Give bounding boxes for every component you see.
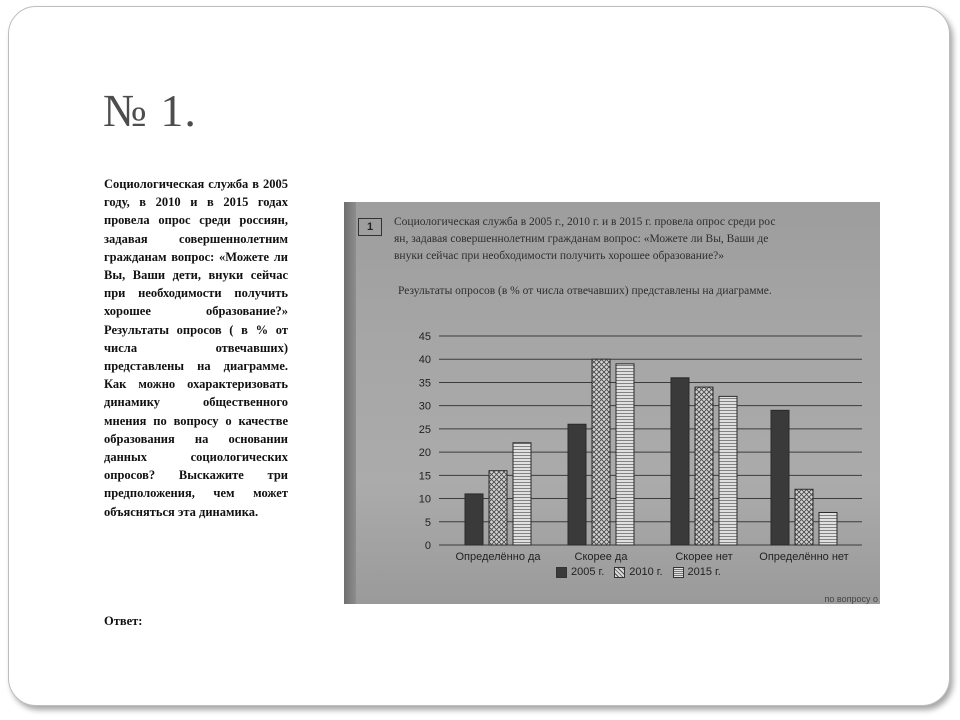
x-category-label: Скорее нет — [675, 551, 733, 563]
bar-1-2 — [568, 424, 586, 545]
bar-chart — [344, 202, 880, 604]
bar-3-1 — [513, 443, 531, 545]
bar-1-1 — [465, 494, 483, 545]
y-tick-label: 25 — [418, 423, 431, 436]
legend-swatch-2010 — [614, 567, 625, 578]
x-category-label: Определённо нет — [759, 551, 849, 563]
y-tick-label: 20 — [418, 447, 431, 460]
photo-question-line: Социологическая служба в 2005 г., 2010 г. и в 2015 г. провела опрос среди рос — [394, 216, 776, 228]
bar-3-3 — [719, 396, 737, 545]
bar-1-3 — [671, 378, 689, 545]
legend-item-2010 — [614, 566, 662, 578]
bar-2-1 — [489, 471, 507, 545]
y-tick-label: 5 — [424, 516, 431, 529]
x-category-label: Определённо да — [455, 551, 541, 563]
y-tick-label: 10 — [418, 493, 431, 506]
bar-2-2 — [592, 359, 610, 545]
y-tick-label: 35 — [418, 377, 431, 390]
question-text: Социологическая служба в 2005 году, в 2010 и в 2015 годах провела опрос среди россиян, задавая совершеннолетним гражданам вопрос: «Можете ли Вы, Ваши дети, внуки сейчас при необходимости получить хорошее образование?» Результаты опросов ( в % от числа отвечавших) представлены на диаграмме. Как можно охарактеризовать динамику общественного мнения по вопросу о качестве образования на основании данных социологических опросов? Выскажите три предположения, чем может объясняться эта динамика. — [104, 177, 288, 519]
slide-title: № 1. — [103, 85, 197, 136]
legend-swatch-2015 — [673, 567, 684, 578]
x-category-label: Скорее да — [574, 551, 628, 563]
bar-1-4 — [771, 410, 789, 545]
photo-question-line: ян, задавая совершеннолетним гражданам вопрос: «Можете ли Вы, Ваши де — [394, 233, 769, 245]
question-number-box: 1 — [358, 218, 382, 236]
chart-photo — [344, 202, 880, 604]
answer-label: Ответ: — [104, 614, 143, 628]
y-tick-label: 0 — [424, 540, 431, 552]
y-tick-label: 40 — [418, 354, 431, 367]
legend-label-2010: 2010 г. — [629, 566, 663, 578]
photo-question-line: внуки сейчас при необходимости получить хорошее образование?» — [394, 250, 725, 262]
bar-3-4 — [819, 512, 837, 545]
chart-subtitle: Результаты опросов (в % от числа отвечавших) представлены на диаграмме. — [398, 285, 772, 297]
bar-2-3 — [695, 387, 713, 545]
photo-footer-text: по вопросу о — [824, 594, 878, 604]
bar-3-2 — [616, 364, 634, 545]
y-tick-label: 45 — [418, 331, 431, 343]
chart-legend — [556, 566, 725, 578]
legend-item-2005 — [556, 566, 604, 578]
legend-swatch-2005 — [556, 567, 567, 578]
y-tick-label: 15 — [418, 470, 431, 483]
legend-label-2015: 2015 г. — [687, 566, 721, 578]
legend-item-2015 — [673, 566, 721, 578]
y-tick-label: 30 — [418, 400, 431, 413]
legend-label-2005: 2005 г. — [571, 566, 605, 578]
bar-2-4 — [795, 489, 813, 545]
